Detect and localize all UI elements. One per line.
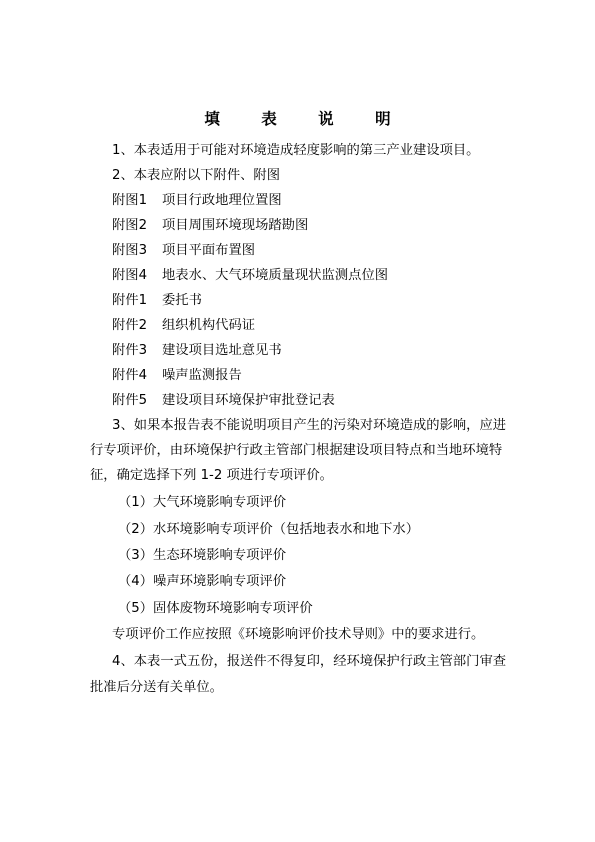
attachment-item <box>112 217 552 235</box>
attachment-tag: 附图3 <box>112 243 148 258</box>
attachment-item <box>112 317 552 335</box>
attachment-text: 噪声监测报告 <box>162 368 242 383</box>
attachment-tag: 附图4 <box>112 268 148 283</box>
paragraph-3-line-3: 征，确定选择下列 1-2 项进行专项评价。 <box>90 468 333 483</box>
attachment-text: 项目周围环境现场踏勘图 <box>162 218 309 233</box>
attachment-item <box>112 267 552 285</box>
paragraph-4-line-2: 批准后分送有关单位。 <box>90 680 223 695</box>
special-item: （2）水环境影响专项评价（包括地表水和地下水） <box>118 522 419 537</box>
paragraph-3-line-1: 3、如果本报告表不能说明项目产生的污染对环境造成的影响，应进 <box>112 418 507 433</box>
special-item: （5）固体废物环境影响专项评价 <box>118 601 313 616</box>
attachment-text: 项目平面布置图 <box>162 243 256 258</box>
attachment-text: 组织机构代码证 <box>162 318 256 333</box>
attachment-item <box>112 192 552 210</box>
attachment-tag: 附件2 <box>112 318 148 333</box>
paragraph-3-line-2: 行专项评价，由环境保护行政主管部门根据建设项目特点和当地环境特 <box>90 443 503 458</box>
attachment-tag: 附图2 <box>112 218 148 233</box>
attachment-text: 项目行政地理位置图 <box>162 193 282 208</box>
attachment-tag: 附件3 <box>112 343 148 358</box>
attachment-text: 建设项目选址意见书 <box>162 343 282 358</box>
attachment-text: 地表水、大气环境质量现状监测点位图 <box>162 268 389 283</box>
special-item: （3）生态环境影响专项评价 <box>118 548 287 563</box>
attachment-item <box>112 392 552 410</box>
attachment-text: 委托书 <box>162 293 202 308</box>
attachment-item <box>112 342 552 360</box>
paragraph-2: 2、本表应附以下附件、附图 <box>112 168 281 183</box>
special-item: （1）大气环境影响专项评价 <box>118 495 287 510</box>
attachment-tag: 附件5 <box>112 393 148 408</box>
paragraph-4-line-1: 4、本表一式五份，报送件不得复印，经环境保护行政主管部门审查 <box>112 654 507 669</box>
attachment-text: 建设项目环境保护审批登记表 <box>162 393 335 408</box>
attachment-item <box>112 292 552 310</box>
attachment-tag: 附件4 <box>112 368 148 383</box>
attachment-item <box>112 367 552 385</box>
special-note: 专项评价工作应按照《环境影响评价技术导则》中的要求进行。 <box>112 627 485 642</box>
attachment-tag: 附件1 <box>112 293 148 308</box>
attachment-tag: 附图1 <box>112 193 148 208</box>
attachment-item <box>112 242 552 260</box>
special-item: （4）噪声环境影响专项评价 <box>118 574 287 589</box>
paragraph-1: 1、本表适用于可能对环境造成轻度影响的第三产业建设项目。 <box>112 143 480 158</box>
page-title: 填 表 说 明 <box>204 110 409 128</box>
